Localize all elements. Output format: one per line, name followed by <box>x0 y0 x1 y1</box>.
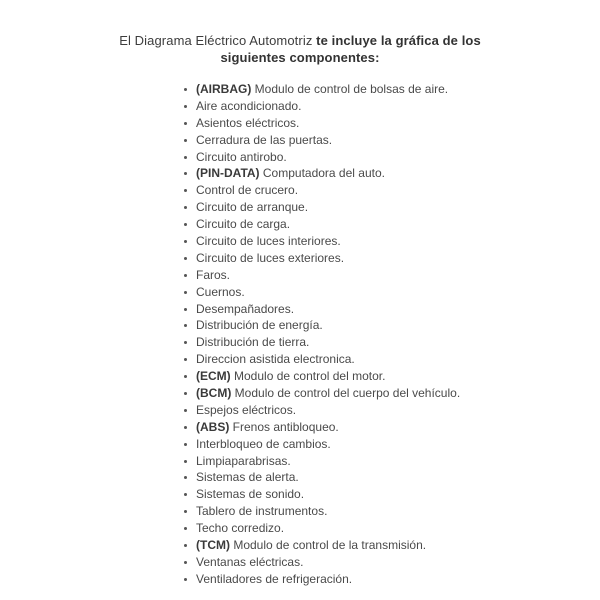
bullet-icon <box>184 139 187 142</box>
bullet-icon <box>184 274 187 277</box>
bullet-icon <box>184 443 187 446</box>
page-title <box>100 32 500 66</box>
list-item <box>183 334 600 351</box>
item-text: Tablero de instrumentos. <box>196 504 328 519</box>
list-item <box>183 284 600 301</box>
item-text: Limpiaparabrisas. <box>196 453 291 468</box>
item-text: Computadora del auto. <box>262 166 385 181</box>
item-text: Circuito de carga. <box>196 217 291 232</box>
list-item <box>183 182 600 199</box>
title-regular-text: El Diagrama Eléctrico Automotriz <box>119 33 317 48</box>
bullet-icon <box>184 223 187 226</box>
bullet-icon <box>184 460 187 463</box>
list-item <box>183 301 600 318</box>
bullet-icon <box>184 392 187 395</box>
item-text: Espejos eléctricos. <box>196 402 297 417</box>
item-text: Desempañadores. <box>196 301 295 316</box>
bullet-icon <box>184 476 187 479</box>
bullet-icon <box>184 240 187 243</box>
item-text: Interbloqueo de cambios. <box>196 436 331 451</box>
list-item <box>183 132 600 149</box>
item-text: Control de crucero. <box>196 183 299 198</box>
list-item <box>183 149 600 166</box>
item-bold-label: (PIN-DATA) <box>196 166 260 181</box>
list-item <box>183 165 600 182</box>
item-bold-label: (AIRBAG) <box>196 82 252 96</box>
item-text: Faros. <box>196 267 231 282</box>
bullet-icon <box>184 88 187 91</box>
item-text: Circuito de luces exteriores. <box>196 250 345 265</box>
list-item <box>183 402 600 419</box>
list-item <box>183 554 600 571</box>
list-item <box>183 115 600 132</box>
bullet-icon <box>184 122 187 125</box>
item-text: Modulo de control de bolsas de aire. <box>254 82 449 96</box>
list-item <box>183 503 600 520</box>
item-bold-label: (ECM) <box>196 369 231 384</box>
list-item <box>183 233 600 250</box>
list-item <box>183 368 600 385</box>
bullet-icon <box>184 308 187 311</box>
list-item <box>183 537 600 554</box>
component-list <box>183 81 600 588</box>
item-text: Modulo de control de la transmisión. <box>233 538 427 553</box>
bullet-icon <box>184 493 187 496</box>
item-text: Ventiladores de refrigeración. <box>196 571 353 586</box>
list-item <box>183 571 600 588</box>
item-text: Frenos antibloqueo. <box>232 419 339 434</box>
bullet-icon <box>184 172 187 175</box>
bullet-icon <box>184 156 187 159</box>
bullet-icon <box>184 578 187 581</box>
list-item <box>183 469 600 486</box>
list-item <box>183 317 600 334</box>
item-text: Modulo de control del cuerpo del vehículo. <box>234 386 461 401</box>
item-text: Sistemas de sonido. <box>196 487 305 502</box>
list-item <box>183 98 600 115</box>
list-item <box>183 436 600 453</box>
bullet-icon <box>184 544 187 547</box>
list-item <box>183 250 600 267</box>
bullet-icon <box>184 324 187 327</box>
bullet-icon <box>184 206 187 209</box>
item-text: Cuernos. <box>196 284 245 299</box>
item-text: Circuito antirobo. <box>196 149 287 164</box>
item-bold-label: (ABS) <box>196 419 230 434</box>
list-item <box>183 81 600 98</box>
bullet-icon <box>184 257 187 260</box>
bullet-icon <box>184 105 187 108</box>
item-text: Circuito de luces interiores. <box>196 234 341 249</box>
item-text: Techo corredizo. <box>196 521 285 536</box>
item-text: Distribución de energía. <box>196 318 323 333</box>
list-item <box>183 216 600 233</box>
list-item <box>183 385 600 402</box>
item-text: Cerradura de las puertas. <box>196 132 333 147</box>
item-text: Direccion asistida electronica. <box>196 352 355 367</box>
item-text: Asientos eléctricos. <box>196 115 300 130</box>
item-text: Aire acondicionado. <box>196 98 302 113</box>
item-bold-label: (BCM) <box>196 386 232 401</box>
item-text: Distribución de tierra. <box>196 335 310 350</box>
list-item <box>183 486 600 503</box>
bullet-icon <box>184 426 187 429</box>
bullet-icon <box>184 510 187 513</box>
bullet-icon <box>184 341 187 344</box>
title-bold-text: te incluye la gráfica de los siguientes componentes: <box>220 33 481 65</box>
item-text: Ventanas eléctricas. <box>196 554 304 569</box>
item-bold-label: (TCM) <box>196 538 230 553</box>
list-item <box>183 520 600 537</box>
bullet-icon <box>184 291 187 294</box>
list-item <box>183 199 600 216</box>
list-item <box>183 419 600 436</box>
bullet-icon <box>184 358 187 361</box>
list-item <box>183 351 600 368</box>
item-text: Sistemas de alerta. <box>196 470 299 485</box>
bullet-icon <box>184 189 187 192</box>
bullet-icon <box>184 409 187 412</box>
list-item <box>183 453 600 470</box>
bullet-icon <box>184 527 187 530</box>
bullet-icon <box>184 375 187 378</box>
item-text: Circuito de arranque. <box>196 200 309 215</box>
item-text: Modulo de control del motor. <box>234 369 386 384</box>
bullet-icon <box>184 561 187 564</box>
list-item <box>183 267 600 284</box>
